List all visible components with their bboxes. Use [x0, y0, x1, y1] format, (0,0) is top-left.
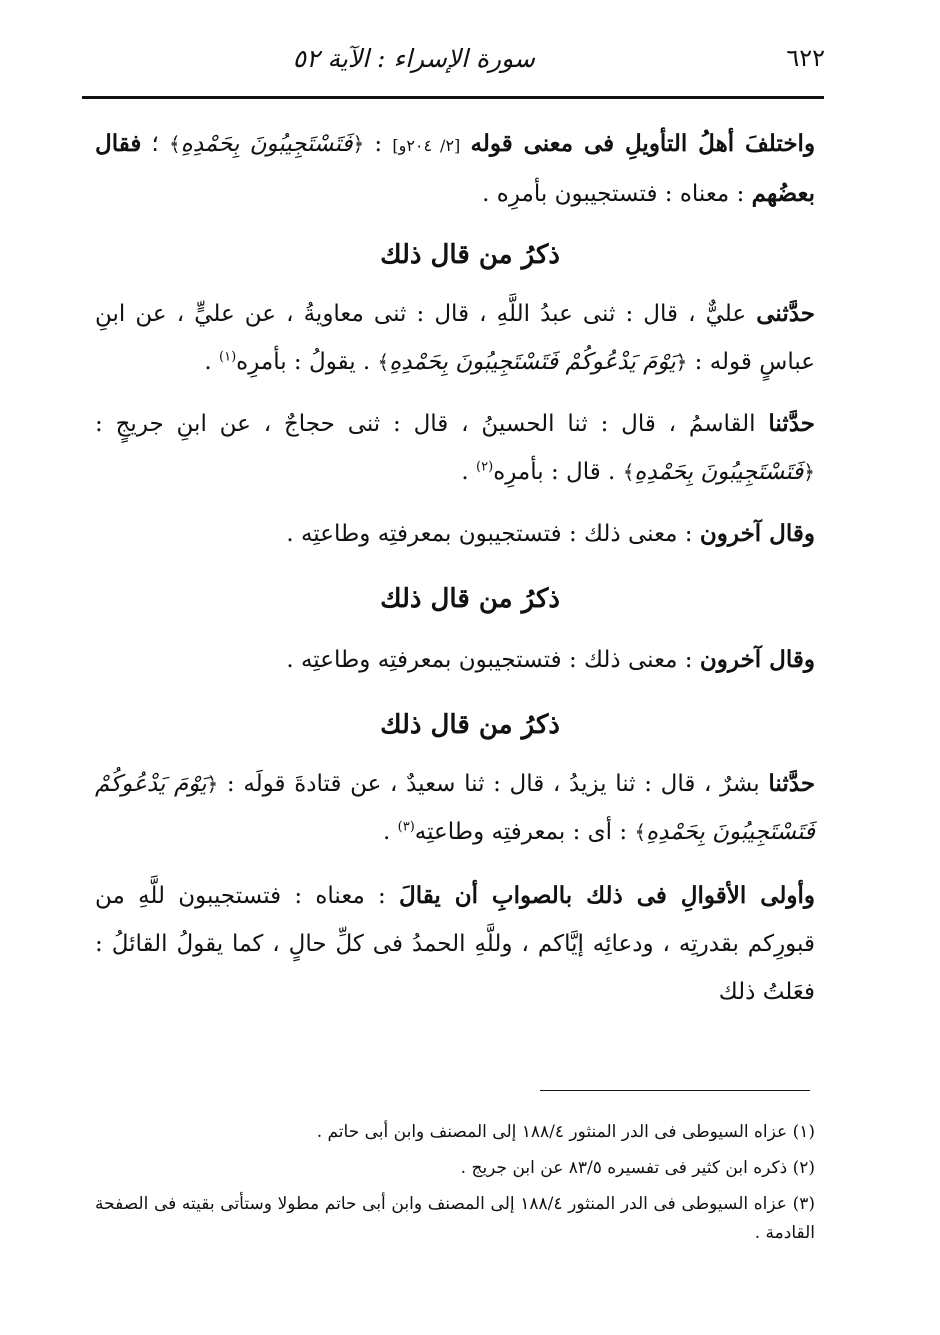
footnote-1: (١) عزاه السيوطى فى الدر المنثور ١٨٨/٤ إلى المصنف وابن أبى حاتم . [316, 1122, 815, 1142]
paragraph-text: : معناه : فتستجيبون للَّهِ من قبورِكم بقدرتِه ، ودعائِه إيَّاكم ، وللَّهِ الحمدُ فى كلِّ حالٍ ، كما يقولُ القائلُ : فعَلتُ ذلك [95, 883, 815, 1005]
paragraph-7 [95, 872, 815, 1016]
paragraph-4 [95, 510, 815, 558]
quran-open-bracket: ﴿ [675, 350, 688, 374]
section-heading-3: ذكرُ من قال ذلك [380, 710, 560, 740]
quran-close-bracket: ﴾ [169, 132, 181, 156]
footnote-2: (٢) ذكره ابن كثير فى تفسيره ٨٣/٥ عن ابن جريج . [460, 1158, 815, 1178]
paragraph-text: : معنى ذلك : فتستجيبون بمعرفتِه وطاعتِه . [286, 521, 693, 547]
paragraph-text: . يقولُ : بأمرِه [236, 349, 371, 375]
quran-quote: فَتَسْتَجِيبُونَ بِحَمْدِهِ [634, 459, 804, 485]
bold-lead-2: فقال بعضُهم [95, 130, 815, 207]
section-heading-2: ذكرُ من قال ذلك [380, 584, 560, 614]
bold-lead: حدَّثنى [756, 300, 816, 327]
paragraph-text: بشرٌ ، قال : ثنا يزيدُ ، قال : ثنا سعيدٌ ، عن قتادةَ قولَه : [226, 771, 760, 797]
header-divider [82, 96, 824, 99]
punctuation: . [461, 459, 469, 485]
quran-open-bracket: ﴿ [206, 772, 219, 796]
paragraph-1 [95, 120, 815, 218]
quran-quote: يَوْمَ يَدْعُوكُمْ فَتَسْتَجِيبُونَ بِحَمْدِهِ [389, 349, 676, 375]
surah-title: سورة الإسراء : الآية ٥٢ [292, 44, 535, 73]
quran-close-bracket: ﴾ [377, 350, 390, 374]
quran-quote: يَوْمَ يَدْعُوكُمْ فَتَسْتَجِيبُونَ بِحَمْدِهِ [95, 771, 815, 845]
punctuation: : [374, 131, 383, 157]
paragraph-text: عليٌّ ، قال : ثنى عبدُ اللَّهِ ، قال : ثنى معاويةُ ، عن عليٍّ ، عن ابنِ عباسٍ قوله : [95, 301, 815, 375]
footnote-marker[interactable]: (١) [219, 349, 237, 365]
punctuation: . [383, 819, 391, 845]
paragraph-text: القاسمُ ، قال : ثنا الحسينُ ، قال : ثنى حجاجٌ ، عن ابنِ جريجٍ : [95, 411, 756, 437]
bold-lead: وقال آخرون [699, 646, 815, 673]
punctuation: . [204, 349, 212, 375]
paragraph-text: . قال : بأمرِه [493, 459, 616, 485]
bold-lead: حدَّثنا [768, 770, 816, 797]
paragraph-text: : أى : بمعرفتِه وطاعتِه [414, 819, 628, 845]
running-header [95, 44, 825, 84]
main-text [95, 120, 815, 1016]
paragraph-6 [95, 760, 815, 856]
footnote-marker[interactable]: (٣) [397, 819, 415, 835]
quran-close-bracket: ﴾ [634, 820, 647, 844]
footnote-divider [540, 1090, 810, 1091]
bold-lead: وأولى الأقوالِ فى ذلك بالصوابِ أن يقالَ [399, 882, 815, 909]
quran-open-bracket: ﴿ [803, 460, 815, 484]
paragraph-text: : معنى ذلك : فتستجيبون بمعرفتِه وطاعتِه . [286, 647, 693, 673]
quran-open-bracket: ﴿ [352, 132, 365, 156]
manuscript-reference: [٢/ ٢٠٤و] [392, 136, 461, 155]
bold-lead: حدَّثنا [768, 410, 815, 437]
quran-close-bracket: ﴾ [622, 460, 635, 484]
footnote-3: (٣) عزاه السيوطى فى الدر المنثور ١٨٨/٤ إلى المصنف وابن أبى حاتم مطولا وستأتى بقيته فى الصفحة القادمة . [95, 1194, 815, 1243]
page-number: ٦٢٢ [786, 44, 825, 72]
paragraph-text: : معناه : فتستجيبون بأمرِه . [482, 181, 745, 207]
footnote-marker[interactable]: (٢) [476, 459, 494, 475]
paragraph-3 [95, 400, 815, 496]
bold-lead: وقال آخرون [699, 520, 815, 547]
paragraph-2 [95, 290, 815, 386]
section-heading-1: ذكرُ من قال ذلك [380, 240, 560, 270]
quran-quote: فَتَسْتَجِيبُونَ بِحَمْدِهِ [180, 131, 353, 157]
bold-lead: واختلفَ أهلُ التأويلِ فى معنى قوله [470, 130, 816, 157]
punctuation: ؛ [151, 131, 159, 157]
footnotes [95, 1118, 815, 1255]
paragraph-5 [95, 636, 815, 684]
